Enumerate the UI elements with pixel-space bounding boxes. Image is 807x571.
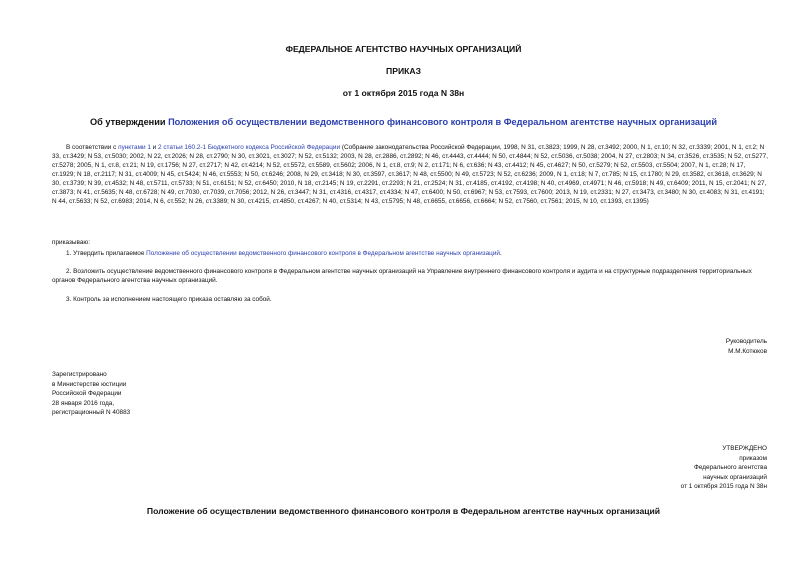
item-3-text: 3. Контроль за исполнением настоящего приказа оставляю за собой. [66, 296, 272, 303]
doc-type-heading: ПРИКАЗ [386, 66, 421, 76]
registration-line-1: Зарегистрировано [52, 371, 107, 378]
item-2 [52, 267, 770, 285]
signature-name: М.М.Котюков [728, 347, 767, 355]
registration-block [52, 370, 130, 418]
item-2-text: 2. Возложить осуществление ведомственного финансового контроля в Федеральном агентстве научных организаций на Управление внутреннего финансового контроля и аудита и на структурные подразделения территориальных органов Федерального агентства научных организаций. [52, 268, 752, 284]
intro-text-2: и [150, 144, 159, 151]
approved-line-2: приказом [739, 454, 767, 462]
title-regulation-link[interactable]: Положения об осуществлении ведомственного финансового контроля в Федеральном агентстве научных организаций [168, 117, 717, 127]
item-1 [52, 249, 770, 258]
intro-text-3: (Собрание законодательства Российской Федерации, 1998, N 31, ст.3823; 1999, N 28, ст.3492; 2000, N 1, ст.10; N 32, ст.3339; 2001, N 1, ст.2; N 33, ст.3429; N 53, ст.5030; 2002, N 22, ст.2026; N 28, ст.2790; N 30, ст.3021, ст.3027; N 52, ст.5132; 2003, N 28, ст.2886, ст.2892; N 46, ст.4443, ст.4444; N 50, ст.4844; N 52, ст.5036, ст.5038; 2004, N 27, ст.2803; N 34, ст.3526, ст.3535; N 52, ст.5277, ст.5278; 2005, N 1, ст.8, ст.21; N 19, ст.1756; N 27, ст.2717; N 42, ст.4214; N 52, ст.5572, ст.5589, ст.5602; 2006, N 1, ст.8, ст.9; N 2, ст.171; N 6, ст.636; N 43, ст.4412; N 45, ст.4627; N 50, ст.5279; N 52, ст.5503, ст.5504; 2007, N 1, ст.28; N 17, ст.1929; N 18, ст.2117; N 31, ст.4009; N 45, ст.5424; N 46, ст.5553; N 50, ст.6246; 2008, N 29, ст.3418; N 30, ст.3597, ст.3617; N 48, ст.5500; N 49, ст.5723; N 52, ст.6236; 2009, N 1, ст.18; N 7, ст.785; N 15, ст.1780; N 29, ст.3582, ст.3618, ст.3629; N 30, ст.3739; N 39, ст.4532; N 48, ст.5711, ст.5733; N 51, ст.6151; N 52, ст.6450; 2010, N 18, ст.2145; N 19, ст.2291, ст.2293; N 21, ст.2524; N 31, ст.4185, ст.4192, ст.4198; N 40, ст.4969, ст.4971; N 46, ст.5918; N 49, ст.6409; 2011, N 15, ст.2041; N 27, ст.3873; N 41, ст.5635; N 48, ст.6728; N 49, ст.7030, ст.7039, ст.7056; 2012, N 26, ст.3447; N 31, ст.4316, ст.4317, ст.4334; N 47, ст.6400; N 50, ст.6967; N 53, ст.7593, ст.7600; 2013, N 19, ст.2331; N 27, ст.3473, ст.3480; N 30, ст.4083; N 31, ст.4191; N 44, ст.5633; N 52, ст.6983; 2014, N 6, ст.552; N 26, ст.3389; N 30, ст.4215, ст.4850, ст.4267; N 40, ст.5314; N 43, ст.5795; N 48, ст.6655, ст.6656, ст.6664; N 52, ст.7560, ст.7561; 2015, N 10, ст.1393, ст.1395) [52, 144, 768, 205]
registration-line-3: Российской Федерации [52, 390, 122, 397]
approved-line-3: Федерального агентства [693, 464, 767, 471]
item-1-prefix: 1. Утвердить прилагаемое [66, 250, 147, 257]
intro-text-1: В соответствии с [66, 144, 119, 151]
approved-line-1: УТВЕРЖДЕНО [722, 445, 767, 452]
registration-line-5: регистрационный N 40883 [52, 409, 131, 416]
signature-block [726, 337, 767, 356]
doc-date-number: от 1 октября 2015 года N 38н [342, 88, 465, 98]
intro-paragraph [52, 143, 770, 206]
title-prefix: Об утверждении [90, 117, 169, 127]
item-3 [52, 295, 770, 304]
approved-line-4: научных организаций [703, 473, 767, 481]
annex-title: Положение об осуществлении ведомственного финансового контроля в Федеральном агентстве научных организаций [146, 506, 661, 516]
signature-role: Руководитель [725, 338, 767, 345]
item-1-suffix: . [499, 250, 502, 257]
budget-code-points-link[interactable]: пунктами 1 [118, 144, 151, 151]
order-word: приказываю: [52, 239, 90, 246]
approved-line-5: от 1 октября 2015 года N 38н [680, 483, 767, 490]
regulation-link[interactable]: Положение об осуществлении ведомственного финансового контроля в Федеральном агентстве научных организаций [146, 250, 500, 257]
budget-code-article-link[interactable]: 2 статьи 160.2-1 Бюджетного кодекса Российской Федерации [158, 144, 341, 151]
registration-line-2: в Министерстве юстиции [52, 380, 127, 388]
registration-line-4: 28 января 2016 года, [52, 399, 115, 407]
agency-heading: ФЕДЕРАЛЬНОЕ АГЕНТСТВО НАУЧНЫХ ОРГАНИЗАЦИЙ [285, 44, 522, 54]
document-title [0, 117, 807, 127]
approved-block [681, 444, 767, 492]
